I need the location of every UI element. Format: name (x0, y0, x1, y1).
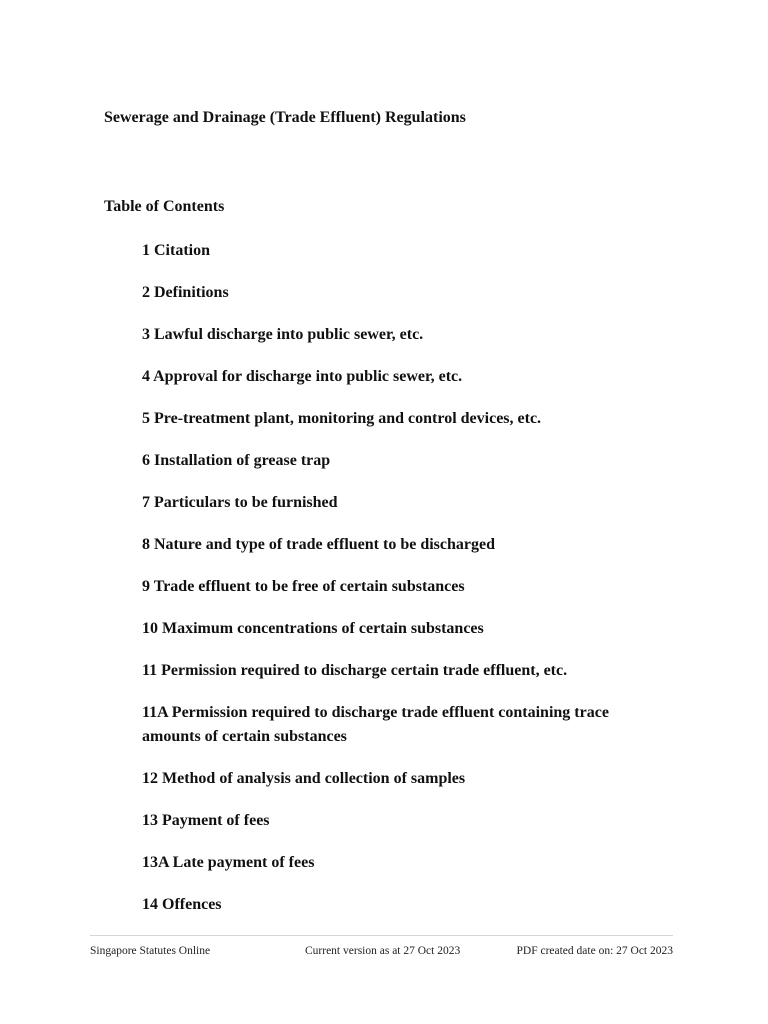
document-title: Sewerage and Drainage (Trade Effluent) Regulations (104, 109, 466, 126)
toc-item-13-payment-of-fees[interactable]: 13 Payment of fees (142, 812, 270, 829)
toc-item-11-permission-required[interactable]: 11 Permission required to discharge certain trade effluent, etc. (142, 662, 568, 679)
toc-item-6-grease-trap[interactable]: 6 Installation of grease trap (142, 452, 331, 469)
toc-item-5-pre-treatment-plant[interactable]: 5 Pre-treatment plant, monitoring and control devices, etc. (142, 410, 542, 427)
toc-item-14-offences[interactable]: 14 Offences (142, 896, 222, 913)
page-footer (90, 945, 673, 961)
toc-item-11a-permission-trace-amounts[interactable]: 11A Permission required to discharge trade effluent containing trace amounts of certain substances (142, 704, 609, 745)
footer-divider (90, 935, 673, 936)
table-of-contents (142, 239, 642, 935)
toc-item-3-lawful-discharge[interactable]: 3 Lawful discharge into public sewer, etc. (142, 326, 424, 343)
toc-item-8-nature-and-type[interactable]: 8 Nature and type of trade effluent to be discharged (142, 536, 496, 553)
toc-item-9-free-of-substances[interactable]: 9 Trade effluent to be free of certain substances (142, 578, 465, 595)
toc-item-4-approval-for-discharge[interactable]: 4 Approval for discharge into public sewer, etc. (142, 368, 463, 385)
footer-created-date: PDF created date on: 27 Oct 2023 (516, 945, 673, 957)
toc-item-1-citation[interactable]: 1 Citation (142, 242, 210, 259)
footer-source: Singapore Statutes Online (90, 945, 211, 957)
footer-current-version: Current version as at 27 Oct 2023 (305, 945, 461, 957)
toc-item-2-definitions[interactable]: 2 Definitions (142, 284, 229, 301)
toc-item-12-method-of-analysis[interactable]: 12 Method of analysis and collection of samples (142, 770, 466, 787)
toc-item-13a-late-payment[interactable]: 13A Late payment of fees (142, 854, 315, 871)
toc-item-7-particulars[interactable]: 7 Particulars to be furnished (142, 494, 338, 511)
toc-heading: Table of Contents (104, 198, 225, 215)
toc-item-10-maximum-concentrations[interactable]: 10 Maximum concentrations of certain substances (142, 620, 484, 637)
